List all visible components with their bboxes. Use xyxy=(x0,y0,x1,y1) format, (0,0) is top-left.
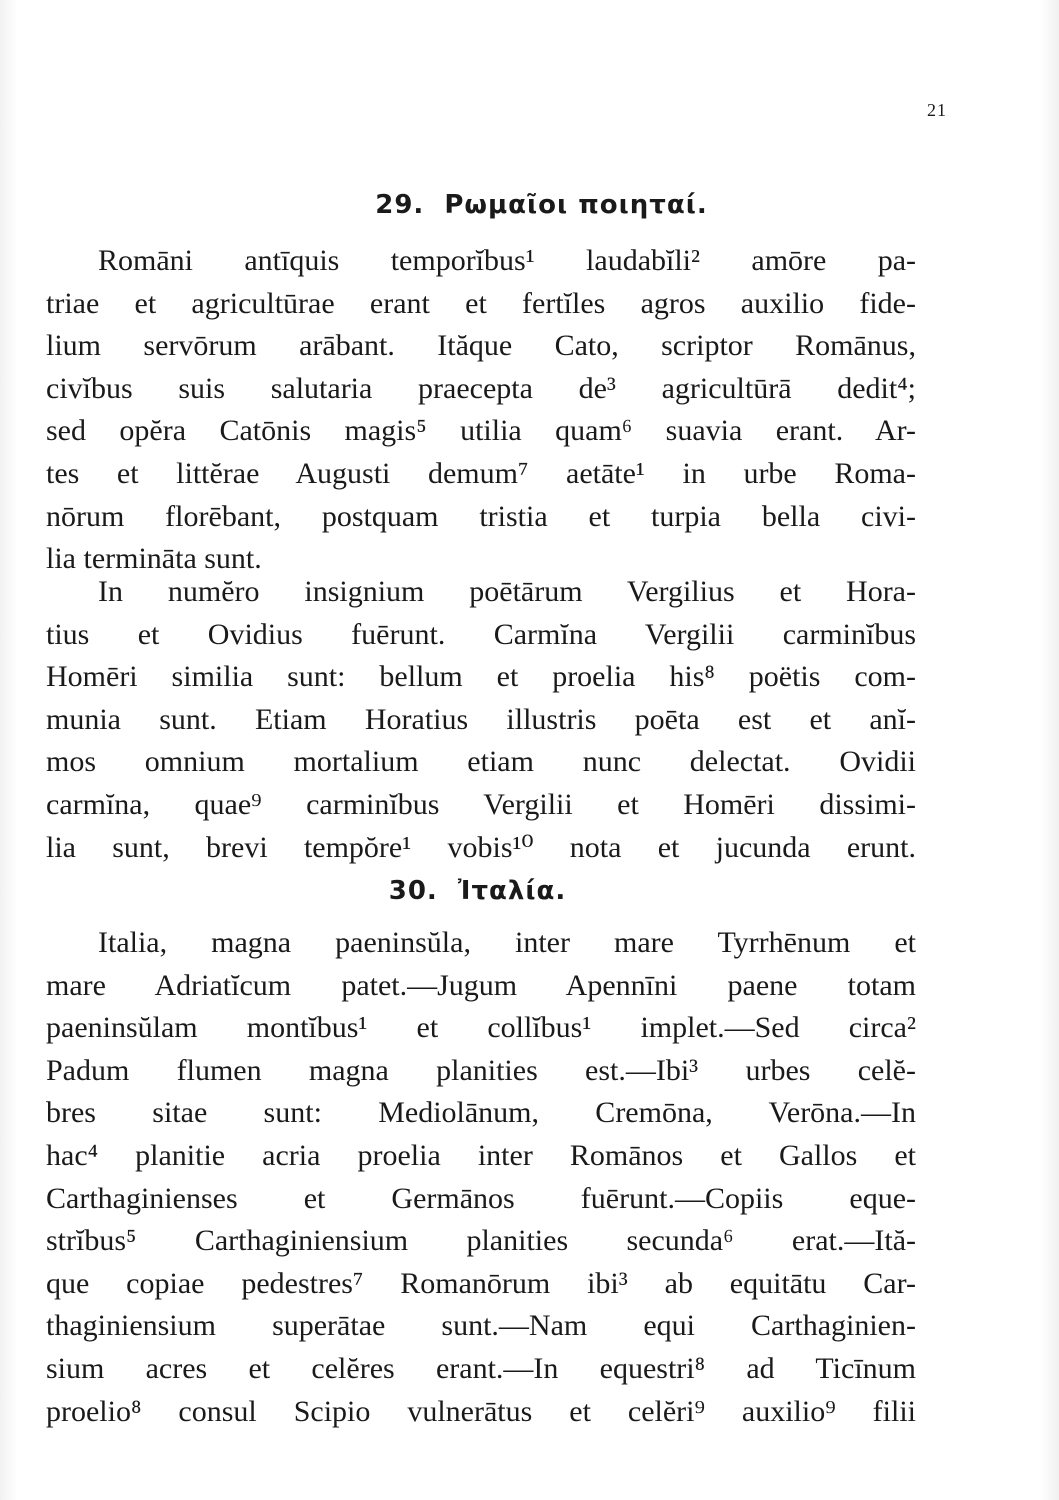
section-heading-30 xyxy=(0,876,1007,906)
text-line: sium acres et celĕres erant.—In equestri⁸ ad Ticīnum xyxy=(46,1351,916,1385)
text-line: mos omnium mortalium etiam nunc delectat. Ovidii xyxy=(46,745,916,779)
text-line: civĭbus suis salutaria praecepta de³ agricultūrā dedit⁴; xyxy=(46,371,916,405)
text-line: Homēri similia sunt: bellum et proelia his⁸ poëtis com- xyxy=(46,660,916,694)
text-line: Italia, magna paeninsŭla, inter mare Tyrrhēnum et xyxy=(98,926,916,959)
paragraph xyxy=(46,922,916,1433)
text-line: hac⁴ planitie acria proelia inter Romānos et Gallos et xyxy=(46,1138,916,1172)
text-line: In numĕro insignium poētārum Vergilius et Hora- xyxy=(98,575,916,608)
text-line: munia sunt. Etiam Horatius illustris poēta est et anĭ- xyxy=(46,702,916,736)
text-line: carmĭna, quae⁹ carminĭbus Vergilii et Homēri dissimi- xyxy=(46,787,916,821)
text-line: Padum flumen magna planities est.—Ibi³ urbes celĕ- xyxy=(46,1053,916,1087)
text-line: thaginiensium superātae sunt.—Nam equi Carthaginien- xyxy=(46,1309,916,1343)
section-heading-29 xyxy=(12,190,1059,220)
text-line: proelio⁸ consul Scipio vulnerātus et celĕri⁹ auxilio⁹ filii xyxy=(46,1394,916,1428)
section-number: 30. xyxy=(388,876,438,906)
text-line: Romāni antīquis temporĭbus¹ laudabĭli² amōre pa- xyxy=(98,244,916,277)
section-title: Ἰταλία. xyxy=(457,876,567,906)
text-line: triae et agricultūrae erant et fertĭles agros auxilio fide- xyxy=(46,286,916,320)
text-line: mare Adriatĭcum patet.—Jugum Apennīni paene totam xyxy=(46,968,916,1002)
text-line: strĭbus⁵ Carthaginiensium planities secunda⁶ erat.—Ită- xyxy=(46,1224,916,1258)
text-line: tius et Ovidius fuērunt. Carmĭna Vergilii carminĭbus xyxy=(46,617,916,651)
text-line: paeninsŭlam montĭbus¹ et collĭbus¹ implet.—Sed circa² xyxy=(46,1011,916,1045)
paragraph xyxy=(46,240,916,581)
paragraph xyxy=(46,571,916,869)
text-line: nōrum florēbant, postquam tristia et turpia bella civi- xyxy=(46,499,916,533)
text-line: lium servōrum arābant. Ităque Cato, scriptor Romānus, xyxy=(46,329,916,363)
text-line: bres sitae sunt: Mediolānum, Cremōna, Verōna.—In xyxy=(46,1096,916,1130)
text-line: que copiae pedestres⁷ Romanōrum ibi³ ab equitātu Car- xyxy=(46,1266,916,1300)
text-line: tes et littĕrae Augusti demum⁷ aetāte¹ in urbe Roma- xyxy=(46,456,916,490)
page-number: 21 xyxy=(927,100,947,120)
text-line: lia termināta sunt. xyxy=(46,542,262,576)
text-line: lia sunt, brevi tempŏre¹ vobis¹⁰ nota et jucunda erunt. xyxy=(46,830,916,864)
section-number: 29. xyxy=(375,190,425,220)
text-line: sed opĕra Catōnis magis⁵ utilia quam⁶ suavia erant. Ar- xyxy=(46,414,916,448)
text-line: Carthaginienses et Germānos fuērunt.—Copiis eque- xyxy=(46,1181,916,1215)
section-title: Ρωμαῖοι ποιηταί. xyxy=(444,190,708,220)
